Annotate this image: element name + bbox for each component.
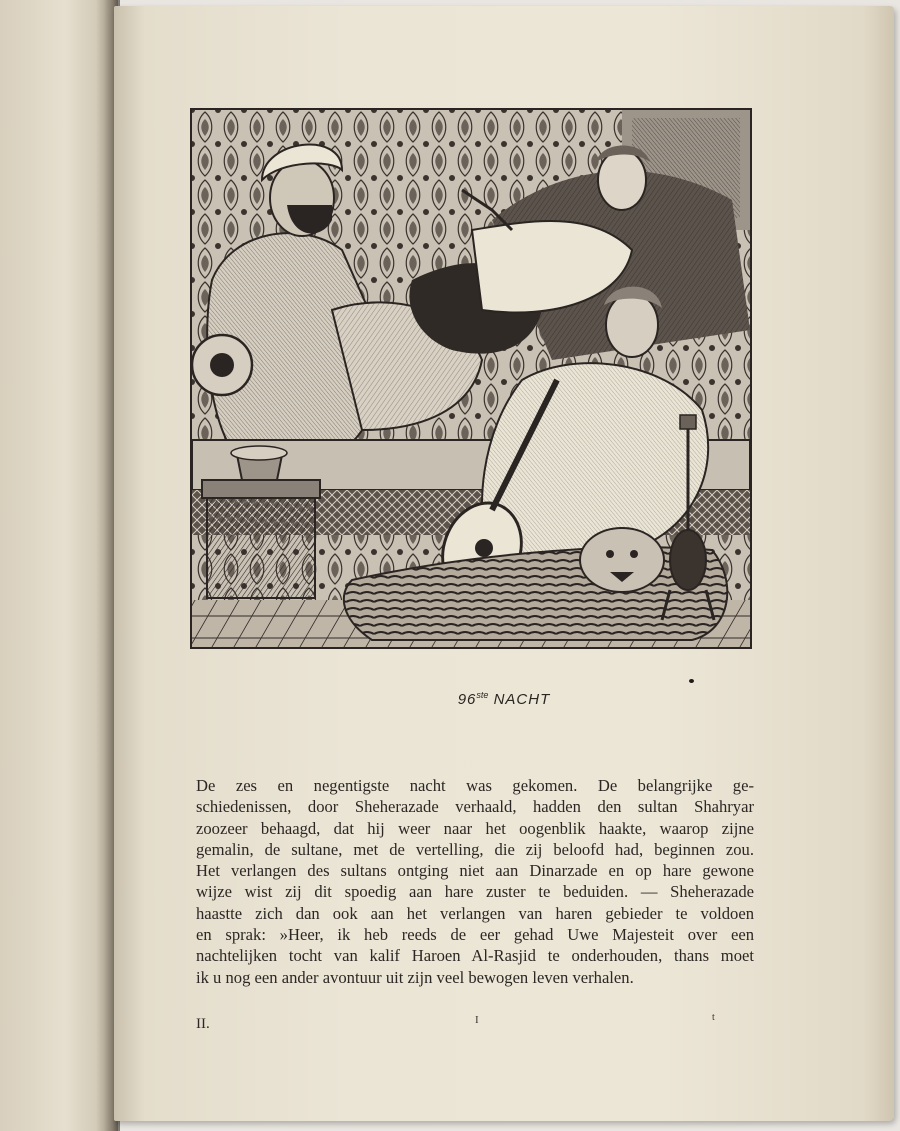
text-line: gemalin, de sultane, met de vertelling, die zij beloofd had, beginnen zou. [196, 839, 754, 859]
folio-mark: I [475, 1014, 479, 1026]
caption-word: NACHT [493, 691, 551, 708]
chapter-caption [114, 690, 894, 708]
seated-woman-head [606, 293, 658, 357]
text-line: en sprak: »Heer, ik heb reeds de eer gehad Uwe Majesteit over een [196, 925, 754, 945]
side-table-base [207, 498, 315, 598]
text-line: wijze wist zij dit spoedig aan hare zuster te beduiden. — Sheherazade [196, 882, 754, 902]
text-line: nachtelijken tocht van kalif Haroen Al-Rasjid te onderhouden, thans moet [196, 946, 754, 966]
caption-number: 96 [457, 691, 477, 708]
engraving-illustration [190, 108, 752, 649]
side-table-top [202, 480, 320, 498]
text-line: De zes en negentigste nacht was gekomen. De belangrijke ge- [196, 776, 754, 795]
body-text [196, 775, 754, 988]
hookah-base [670, 530, 706, 590]
tiger-head [580, 528, 664, 592]
text-line: ik u nog een ander avontuur uit zijn veel bewogen leven verhalen. [196, 967, 634, 987]
text-line: Het verlangen des sultans ontging niet aan Dinarzade en op hare gewone [196, 861, 754, 881]
reclining-woman-head [598, 150, 646, 210]
text-line: haastte zich dan ook aan het verlangen van haren gebieder te voldoen [196, 903, 754, 923]
signature-mark: II. [196, 1016, 210, 1032]
text-line: schiedenissen, door Sheherazade verhaald, hadden den sultan Shahryar [196, 797, 754, 817]
ink-speck [689, 679, 694, 683]
text-line: zoozeer behaagd, dat hij weer naar het oogenblik haakte, waarop zijne [196, 818, 754, 838]
caption-suffix: ste [476, 690, 489, 700]
corner-mark: t [712, 1012, 715, 1023]
